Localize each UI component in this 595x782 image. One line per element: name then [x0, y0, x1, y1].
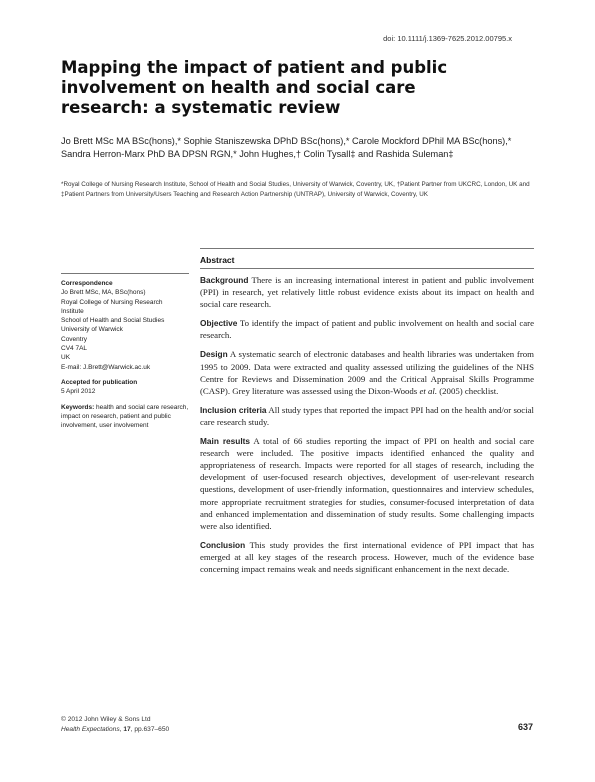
correspondence-block	[61, 279, 189, 372]
objective-label: Objective	[200, 318, 238, 329]
sidebar	[61, 279, 189, 436]
results-text: A total of 66 studies reporting the impact of PPI on health and social care research were included. The positive impacts identified enhanced the quality and appropriateness of research. Impacts were reported for all stages of research, including the development of user-focused research objectives, development of user-relevant research questions, development of user-friendly information, questionnaires and interview schedules, more appropriate recruitment strategies for studies, consumer-focused interpretation of data and enhanced implementation and dissemination of study results. Some challenging impacts were also identified.	[200, 436, 534, 531]
conclusion-text: This study provides the first international evidence of PPI impact that has emerged at all key stages of the research process. However, much of the evidence base concerning impact remains weak and needs significant enhancement in the next decade.	[200, 539, 535, 574]
correspondence-line: University of Warwick	[61, 326, 123, 334]
affiliations: *Royal College of Nursing Research Institute, School of Health and Social Studies, University of Warwick, Coventry, UK, †Patient Partner from UKCRC, London, UK and ‡Patient Partners from University/Users Teaching and Research Action Partnership (UNTRAP), University of Warwick, Coventry, UK	[61, 181, 530, 198]
journal-pages: pp.637–650	[134, 726, 170, 733]
results-label: Main results	[200, 436, 251, 447]
accepted-heading: Accepted for publication	[61, 378, 138, 386]
footer	[61, 715, 169, 735]
design-text: A systematic search of electronic databases and health libraries was undertaken from 1995 to 2009. Data were extracted and quality assessed utilizing the guidelines of the NHS Centre for Reviews and Dissemination 2009 and the Critical Appraisal Skills Programme (CASP). Grey literature was assessed using the Dixon-Woods	[200, 349, 534, 396]
accepted-date: 5 April 2012	[61, 388, 96, 396]
conclusion-label: Conclusion	[200, 539, 246, 550]
abstract-background	[200, 274, 534, 310]
keywords-block	[61, 403, 189, 431]
background-text: There is an increasing international interest in patient and public involvement (PPI) in research, yet relatively little robust evidence exists about its impact on health and social care research.	[200, 275, 534, 310]
design-text-end: (2005) checklist.	[439, 385, 499, 396]
copyright: © 2012 John Wiley & Sons Ltd	[61, 716, 151, 723]
abstract-heading-rule	[200, 268, 534, 269]
correspondence-line: Institute	[61, 307, 84, 315]
journal-citation: Health Expectations, 17, pp.637–650	[61, 726, 170, 733]
correspondence-line: UK	[61, 354, 71, 362]
correspondence-line: CV4 7AL	[61, 345, 88, 353]
abstract-design	[200, 348, 534, 396]
abstract-conclusion	[200, 539, 534, 575]
journal-name: Health Expectations	[61, 726, 120, 733]
correspondence-line: Royal College of Nursing Research	[61, 298, 163, 306]
keywords-text: health and social care research, impact on research, patient and public involvement, user involvement	[61, 403, 189, 430]
design-text-italic: et al.	[419, 385, 438, 396]
inclusion-text: All study types that reported the impact PPI had on the health and/or social care research study.	[200, 404, 534, 427]
correspondence-line: Coventry	[61, 335, 88, 343]
sidebar-top-rule	[61, 273, 189, 274]
page-number: 637	[517, 722, 533, 732]
correspondence-email[interactable]: E-mail: J.Brett@Warwick.ac.uk	[61, 363, 151, 371]
abstract-results	[200, 435, 534, 532]
objective-text: To identify the impact of patient and public involvement on health and social care research.	[200, 318, 534, 341]
keywords-label: Keywords:	[61, 403, 95, 411]
author-list: Jo Brett MSc MA BSc(hons),* Sophie Staniszewska DPhD BSc(hons),* Carole Mockford DPhil MA BSc(hons),* Sandra Herron-Marx PhD BA DPSN RGN,* John Hughes,† Colin Tysall‡ and Rashida Suleman‡	[61, 136, 512, 159]
abstract-body	[200, 274, 534, 582]
article-title: Mapping the impact of patient and public involvement on health and social care research: a systematic review	[61, 58, 448, 117]
correspondence-heading: Correspondence	[61, 280, 113, 287]
accepted-block	[61, 378, 189, 397]
design-label: Design	[200, 349, 228, 360]
correspondence-line: School of Health and Social Studies	[61, 317, 165, 325]
abstract-heading: Abstract	[200, 255, 235, 265]
doi: doi: 10.1111/j.1369-7625.2012.00795.x	[383, 34, 512, 43]
journal-volume: 17	[123, 726, 131, 733]
abstract-inclusion	[200, 404, 534, 428]
abstract-top-rule	[200, 248, 534, 249]
inclusion-label: Inclusion criteria	[200, 404, 267, 415]
correspondence-line: Jo Brett MSc, MA, BSc(hons)	[61, 289, 146, 297]
abstract-objective	[200, 317, 534, 341]
background-label: Background	[200, 275, 249, 285]
